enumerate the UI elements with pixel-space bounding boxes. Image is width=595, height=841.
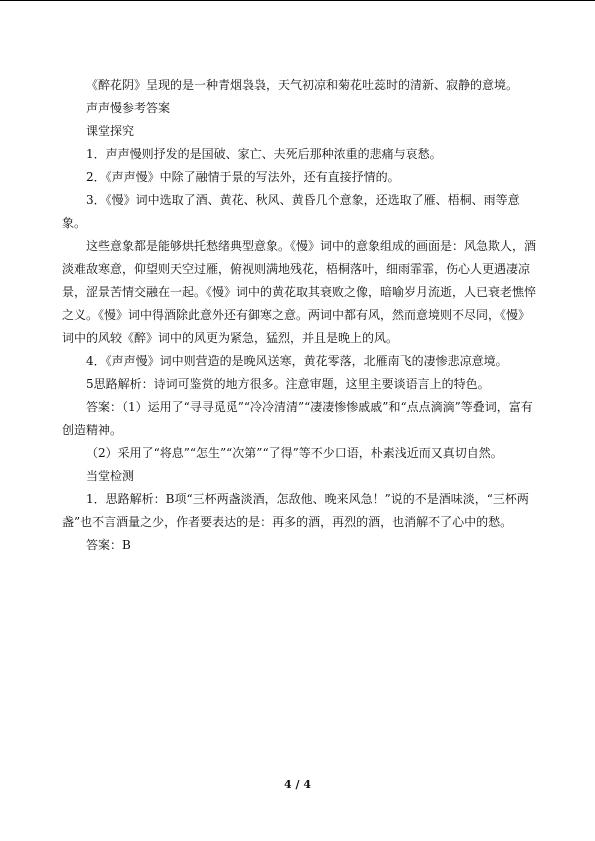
section-heading-class-inquiry: 课堂探究 — [86, 124, 135, 138]
answer-item-3: 3．《慢》词中选取了酒、黄花、秋风、黄昏几个意象，还选取了雁、梧桐、雨等意象。 — [62, 193, 520, 230]
answer-item-5-part-2: （2）采用了“将息”“怎生”“次第”“了得”等不少口语，朴素浅近而又真切自然。 — [86, 446, 503, 460]
answer-item-4: 4．《声声慢》词中则营造的是晚风送寒，黄花零落，北雁南飞的凄惨悲凉意境。 — [86, 354, 508, 368]
answer-item-5-part-1: 答案：（1）运用了“寻寻觅觅”“冷冷清清”“凄凄惨惨戚戚”和“点点滴滴”等叠词，富有创造精神。 — [62, 400, 533, 437]
paragraph-zuihuayin: 《醉花阴》呈现的是一种青烟袅袅，天气初凉和菊花吐蕊时的清新、寂静的意境。 — [86, 78, 519, 92]
section-heading-in-class-test: 当堂检测 — [86, 469, 135, 483]
top-rule — [0, 0, 595, 1]
test-item-1-answer: 答案：B — [86, 538, 131, 552]
page-number: 4 / 4 — [284, 778, 311, 791]
test-item-1: 1．思路解析：B项“三杯两盏淡酒，怎敌他、晚来风急！”说的不是酒味淡，“三杯两盏”也不言酒量之少，作者要表达的是：再多的酒，再烈的酒，也消解不了心中的愁。 — [62, 492, 529, 529]
section-heading-answers: 声声慢参考答案 — [86, 101, 171, 115]
answer-item-5: 5思路解析：诗词可鉴赏的地方很多。注意审题，这里主要谈语言上的特色。 — [86, 377, 490, 391]
document-body — [62, 74, 540, 557]
answer-item-3-detail: 这些意象都是能够烘托愁绪典型意象。《慢》词中的意象组成的画面是：风急欺人，酒淡难敌寒意，仰望则天空过雁，俯视则满地残花，梧桐落叶，细雨霏霏，伤心人更遇凄凉景，涩景苦情交融在一起。《慢》词中的黄花取其衰败之像，暗喻岁月流逝，人已衰老憔悴之义。《慢》词中得酒除此意外还有御寒之意。两词中都有风，然而意境则不尽同，《慢》词中的风较《醉》词中的风更为紧急，猛烈，并且是晚上的风。 — [62, 239, 537, 345]
answer-item-1: 1．声声慢则抒发的是国破、家亡、夫死后那种浓重的悲痛与哀愁。 — [86, 147, 442, 161]
answer-item-2: 2．《声声慢》中除了融情于景的写法外，还有直接抒情的。 — [86, 170, 400, 184]
